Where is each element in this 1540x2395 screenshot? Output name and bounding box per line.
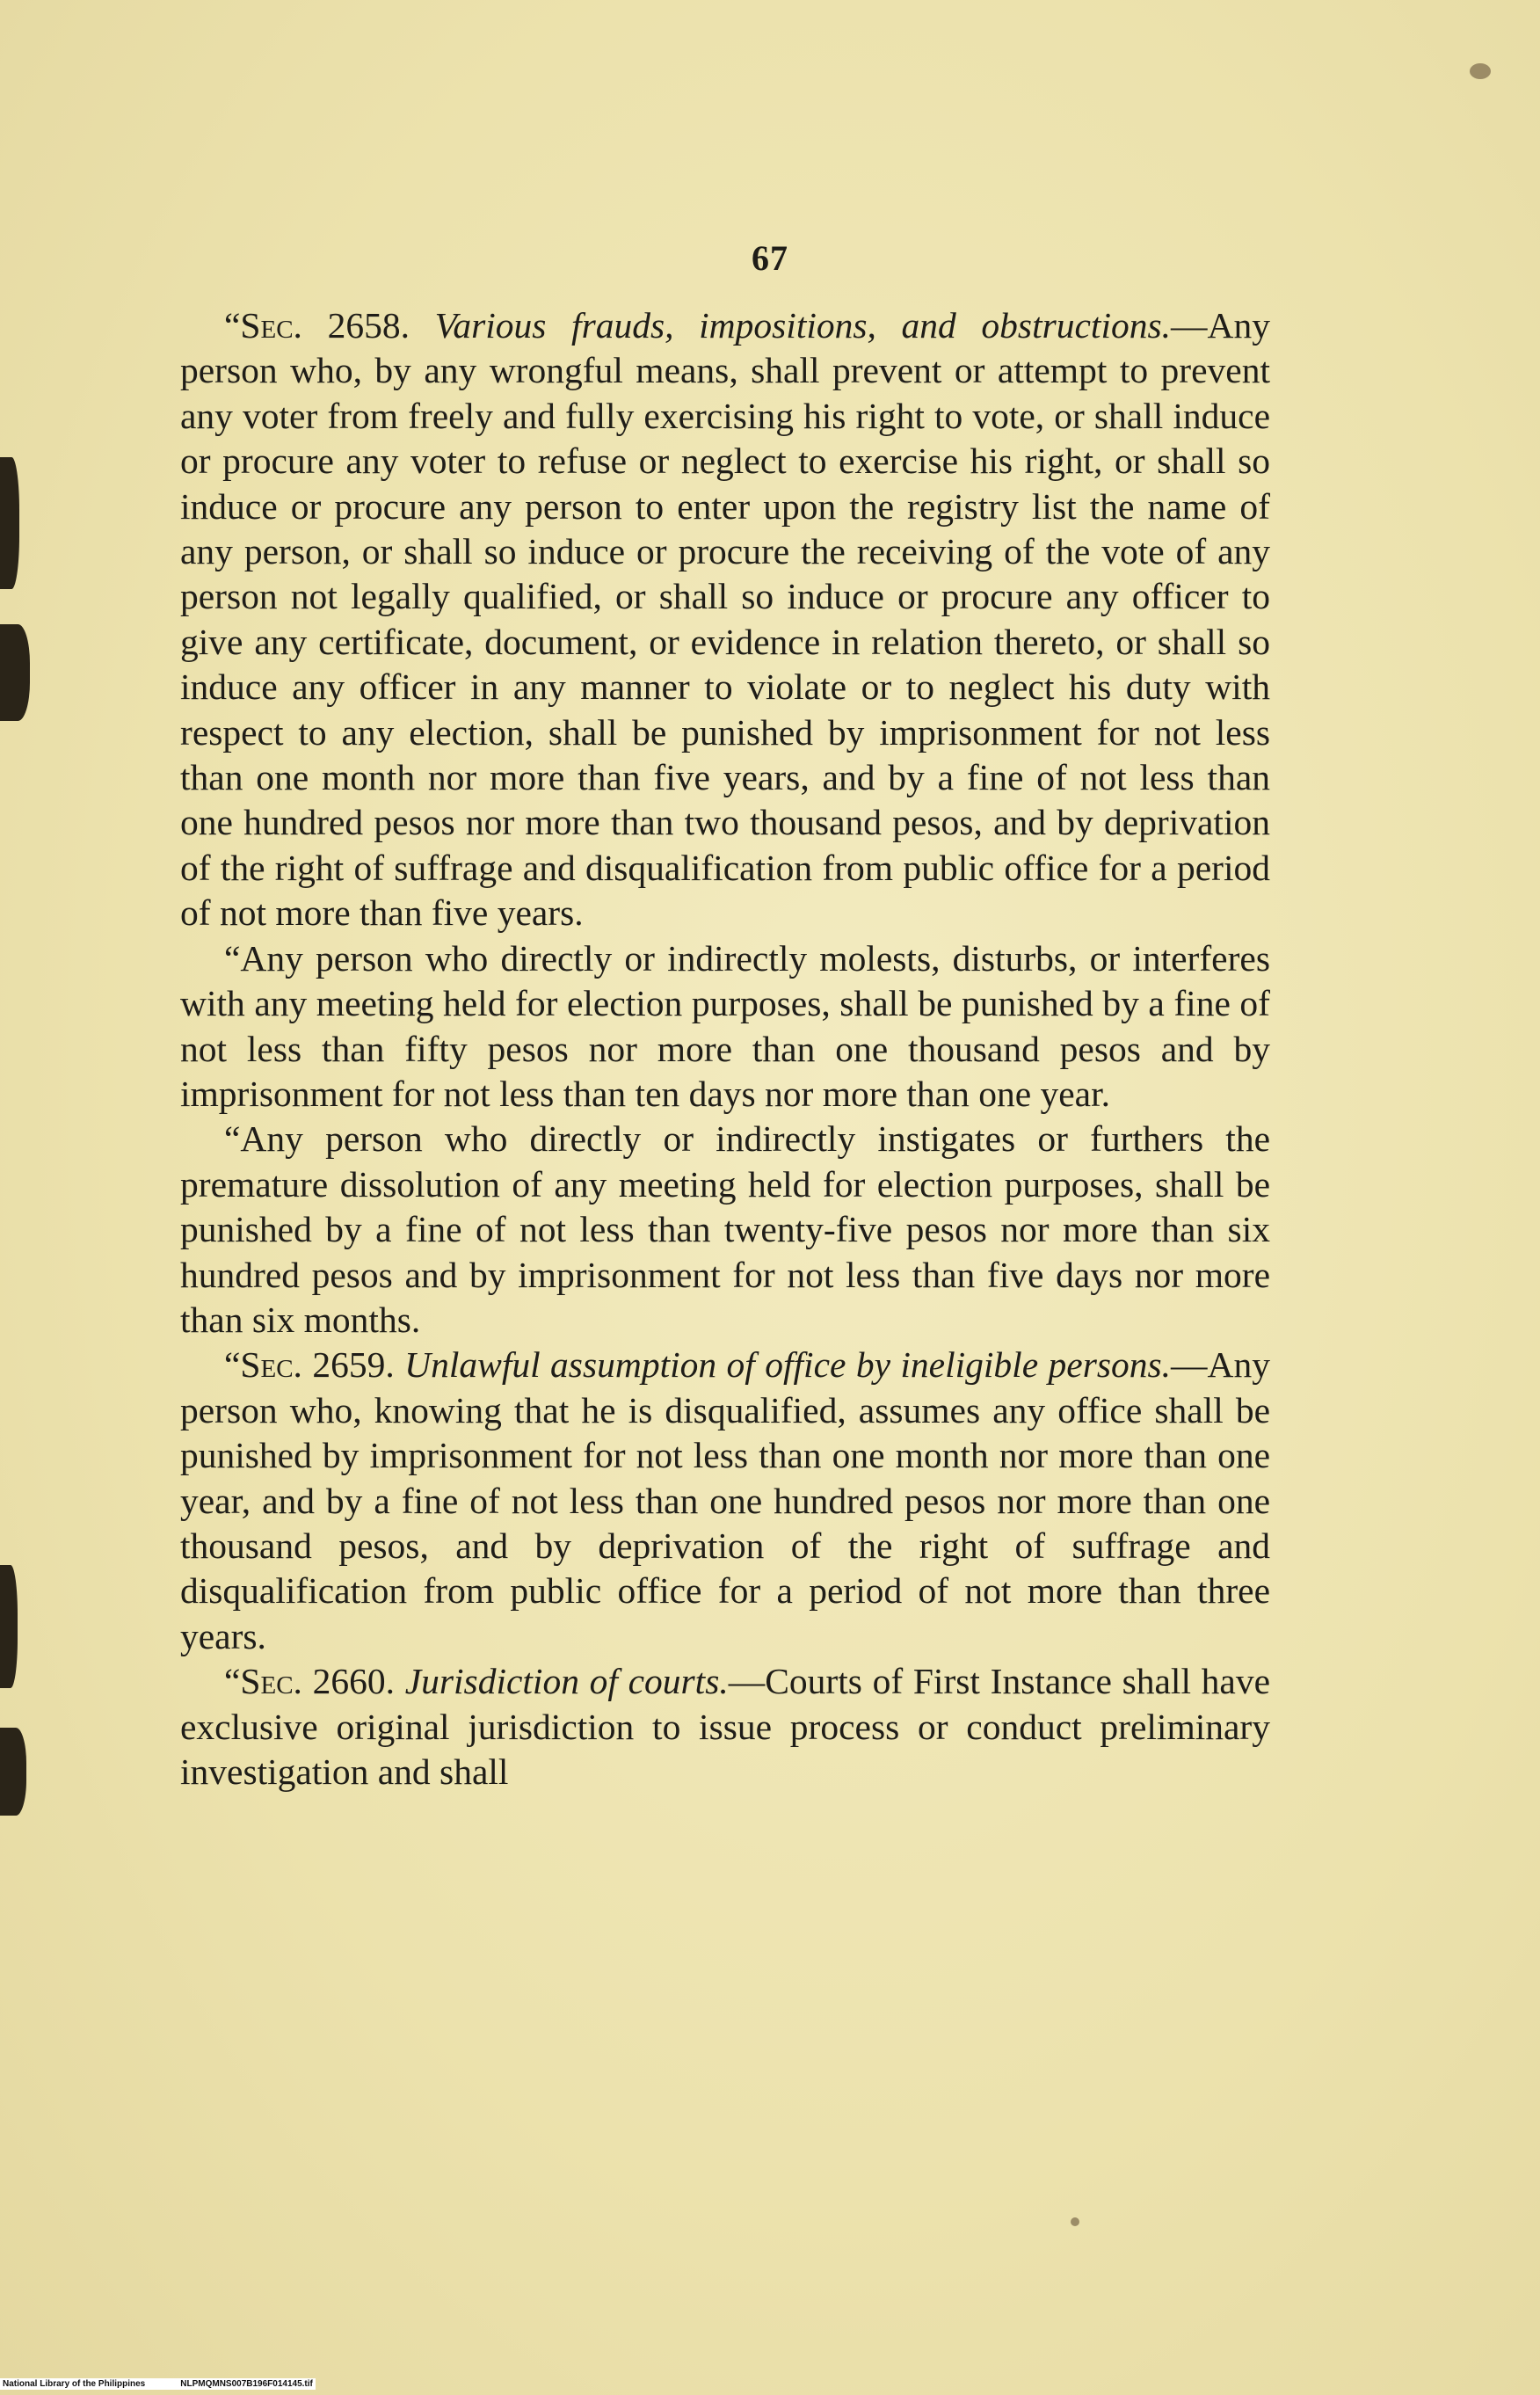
section-number: 2658. (327, 305, 410, 346)
section-title: Unlawful assumption of office by ineligible persons. (404, 1344, 1172, 1386)
section-number: 2660. (312, 1661, 395, 1702)
section-body: Any person who, by any wrongful means, shall prevent or attempt to prevent any voter from freely and fully exercising his right to vote, or shall induce or procure any voter to refuse or neglect to exercise his right, or shall so induce or procure any person to enter upon the registry list the name of any person, or shall so induce or procure the receiving of the vote of any person not legally qualified, or shall so induce or procure any officer to give any certificate, document, or evidence in relation thereto, or shall so induce any officer in any manner to violate or to neglect his duty with respect to any election, shall be punished by imprisonment for not less than one month nor more than five years, and by a fine of not less than one hundred pesos nor more than two thousand pesos, and by deprivation of the right of suffrage and disqualification from public office for a period of not more than five years. (180, 305, 1271, 934)
quote-mark: “ (224, 1661, 241, 1702)
section-label: Sec. (240, 1661, 302, 1702)
section-2659 (180, 1343, 1270, 1659)
quote-mark: “ (224, 1344, 241, 1386)
quote-mark: “ (224, 305, 241, 346)
section-label: Sec. (240, 1344, 302, 1386)
section-title: Various frauds, impositions, and obstructions. (434, 305, 1172, 346)
section-2660 (180, 1659, 1270, 1794)
section-label: Sec. (240, 305, 302, 346)
section-dash: — (1171, 1344, 1208, 1386)
library-name: National Library of the Philippines (3, 2379, 146, 2389)
binding-tear-mark (0, 1728, 26, 1816)
section-dash: — (728, 1661, 766, 1702)
binding-tear-mark (0, 457, 19, 589)
document-body (180, 303, 1270, 1794)
section-2658 (180, 303, 1270, 936)
section-body: Courts of First Instance shall have exclusive original jurisdiction to issue process or conduct preliminary investigation and shall (180, 1661, 1271, 1792)
section-title: Jurisdiction of courts. (404, 1661, 729, 1702)
scan-filename: NLPMQMNS007B196F014145.tif (180, 2379, 313, 2389)
binding-tear-mark (0, 1565, 18, 1688)
section-dash: — (1171, 305, 1208, 346)
scan-footer-label (0, 2378, 316, 2390)
section-body: Any person who, knowing that he is disqualified, assumes any office shall be punished by imprisonment for not less than one month nor more than one year, and by a fine of not less than one hundred pesos nor more than one thousand pesos, and by deprivation of the right of suffrage and disqualification from public office for a period of not more than three years. (180, 1344, 1271, 1656)
paper-spot (1470, 63, 1491, 79)
binding-tear-mark (0, 624, 30, 721)
page-number: 67 (752, 238, 788, 278)
paragraph-molests: “Any person who directly or indirectly molests, disturbs, or interferes with any meeting held for election purposes, shall be punished by a fine of not less than fifty pesos nor more than one thousand pesos and by imprisonment for not less than ten days nor more than one year. (180, 937, 1270, 1114)
paper-spot (1071, 2217, 1079, 2226)
paragraph-dissolution: “Any person who directly or indirectly instigates or furthers the premature dissolution of any meeting held for election purposes, shall be punished by a fine of not less than twenty-five pesos nor more than six hundred pesos and by imprisonment for not less than five days nor more than six months. (180, 1118, 1270, 1340)
section-number: 2659. (312, 1344, 395, 1386)
